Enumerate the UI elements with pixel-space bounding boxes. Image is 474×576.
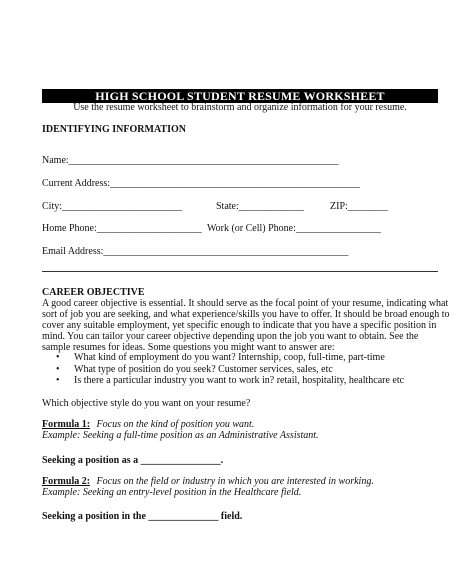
formula-2-fill-suffix: field. bbox=[218, 511, 243, 522]
career-paragraph-line: cover any suitable employment, yet specific enough to indicate that you have a specific position in bbox=[42, 320, 437, 331]
list-item-text: What type of position do you seek? Customer services, sales, etc bbox=[74, 363, 333, 375]
address-field[interactable]: Current Address:__________________________________________________ bbox=[42, 178, 361, 189]
formula-2-fill-prefix: Seeking a position in the bbox=[42, 511, 149, 522]
work-phone-field[interactable]: Work (or Cell) Phone:_________________ bbox=[207, 223, 381, 234]
list-item bbox=[56, 352, 404, 364]
list-item bbox=[56, 375, 404, 387]
name-field[interactable]: Name:______________________________________________________ bbox=[42, 155, 339, 166]
list-item-text: What kind of employment do you want? Internship, coop, full-time, part-time bbox=[74, 352, 385, 363]
bullet-icon: • bbox=[56, 375, 60, 386]
formula-1-line bbox=[42, 419, 254, 430]
state-field[interactable]: State:_____________ bbox=[216, 201, 304, 212]
identifying-heading: IDENTIFYING INFORMATION bbox=[42, 124, 186, 135]
bullet-icon: • bbox=[56, 352, 60, 363]
question-list bbox=[56, 352, 404, 387]
career-paragraph-line: mind. You can tailor your career objective depending upon the job you want to obtain. See the bbox=[42, 331, 419, 342]
formula-2-label: Formula 2: bbox=[42, 476, 91, 487]
section-divider bbox=[42, 271, 438, 272]
career-paragraph-line: sort of job you are seeking, and what experience/skills you have to offer. It should be broad enough to bbox=[42, 309, 450, 320]
list-item bbox=[56, 364, 404, 376]
zip-field[interactable]: ZIP:________ bbox=[330, 201, 388, 212]
formula-2-fill-blank[interactable]: ______________ bbox=[148, 511, 219, 522]
list-item-text: Is there a particular industry you want to work in? retail, hospitality, healthcare etc bbox=[74, 375, 405, 386]
document-subtitle: Use the resume worksheet to brainstorm and organize information for your resume. bbox=[73, 102, 407, 113]
objective-question: Which objective style do you want on your resume? bbox=[42, 398, 251, 409]
email-field[interactable]: Email Address:_________________________________________________ bbox=[42, 246, 349, 257]
document-title: HIGH SCHOOL STUDENT RESUME WORKSHEET bbox=[42, 89, 438, 103]
formula-2-example: Example: Seeking an entry-level position in the Healthcare field. bbox=[42, 487, 302, 498]
formula-2-fill-field[interactable] bbox=[42, 511, 242, 522]
bullet-icon: • bbox=[56, 363, 60, 375]
formula-1-example: Example: Seeking a full-time position as an Administrative Assistant. bbox=[42, 430, 319, 441]
formula-1-text: Focus on the kind of position you want. bbox=[96, 419, 255, 430]
career-paragraph-line: sample resumes for ideas. Some questions you might want to answer are: bbox=[42, 342, 335, 353]
formula-2-line bbox=[42, 476, 374, 487]
career-paragraph-line: A good career objective is essential. It should serve as the focal point of your resume, indicating what bbox=[42, 298, 449, 309]
city-field[interactable]: City:________________________ bbox=[42, 201, 183, 212]
formula-1-label: Formula 1: bbox=[42, 419, 91, 430]
home-phone-field[interactable]: Home Phone:_____________________ bbox=[42, 223, 202, 234]
career-heading: CAREER OBJECTIVE bbox=[42, 287, 145, 298]
formula-2-text: Focus on the field or industry in which you are interested in working. bbox=[96, 476, 374, 487]
formula-1-fill-field[interactable]: Seeking a position as a ________________. bbox=[42, 455, 224, 466]
